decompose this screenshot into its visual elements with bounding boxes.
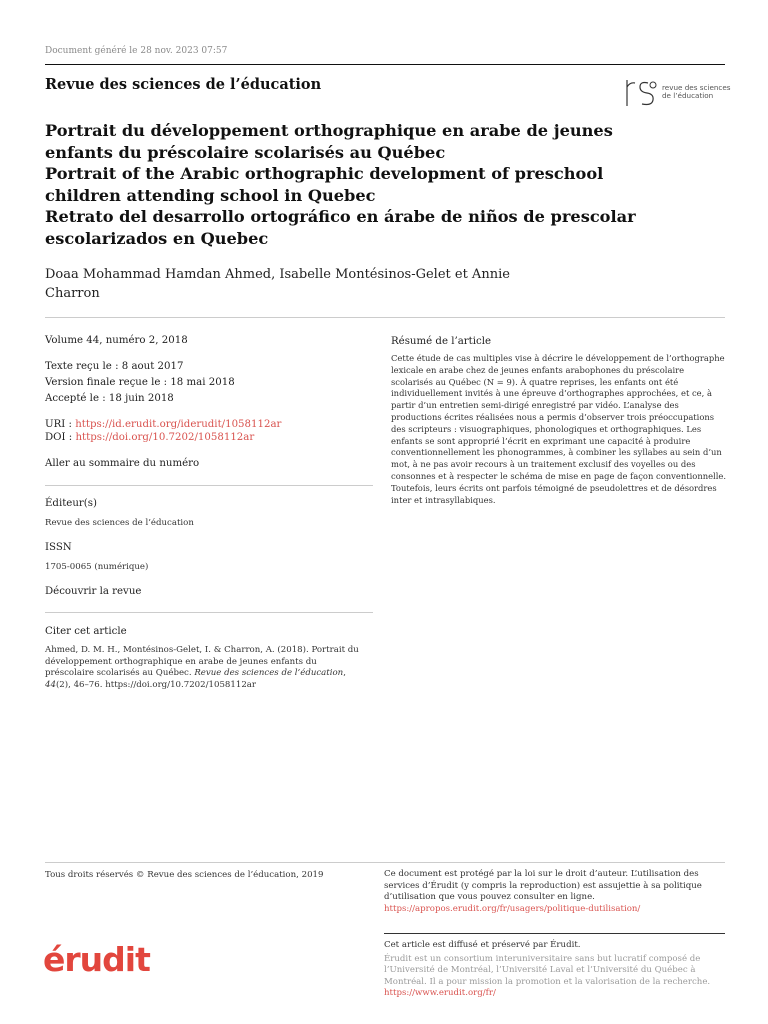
abstract-text: Cette étude de cas multiples vise à décrire le développement de l’orthographe lexicale en arabe chez de jeunes enfants arabophones du préscolaire scolarisés au Québec (N = 9). À quatre reprises, les enfants ont été individuellement invités à une épreuve d’orthographes approchées, et ce, à partir d’un entretien semi-dirigé enregistré par vidéo. L’analyse des productions écrites réalisées nous a permis d’observer trois préoccupations des scripteurs : visuographiques, phonologiques et orthographiques. Les enfants se sont approprié l’écrit en exprimant une capacité à produire conventionnellement les phonogrammes, à combiner les syllabes au sein d’un mot, à ne pas avoir recours à un traitement exclusif des voyelles ou des consonnes et à respecter le schéma de mise en page de façon conventionnelle. Toutefois, leurs écrits ont parfois témoigné de pseudolettres et de désordres inter et intrasyllabiques.	[391, 353, 727, 505]
diffuse-text: Cet article est diffusé et préservé par Érudit.	[384, 940, 581, 950]
rights-text: Tous droits réservés © Revue des sciences de l’éducation, 2019	[45, 870, 324, 880]
top-rule	[45, 64, 725, 65]
journal-logo	[622, 74, 732, 108]
issn-heading: ISSN	[45, 542, 72, 553]
issn-value: 1705-0065 (numérique)	[45, 562, 149, 572]
generated-date: Document généré le 28 nov. 2023 07:57	[45, 46, 228, 56]
discover-link[interactable]: Découvrir la revue	[45, 586, 142, 597]
policy-link[interactable]: https://apropos.erudit.org/fr/usagers/politique-dutilisation/	[384, 903, 641, 914]
logo-text: revue des sciences de l’éducation	[662, 83, 731, 100]
consortium-text: Érudit est un consortium interuniversitaire sans but lucratif composé de l’Université de Montréal, l’Université Laval et l’Université du Québec à Montréal. Il a pour mission la promotion et la valorisation de la recherche.	[384, 953, 711, 987]
rse-logo-icon	[622, 74, 662, 108]
separator	[45, 317, 725, 318]
received-date: Texte reçu le : 8 aout 2017	[45, 361, 184, 372]
abstract-heading: Résumé de l’article	[391, 336, 491, 347]
erudit-info	[384, 940, 724, 1000]
separator	[45, 612, 373, 613]
erudit-logo	[43, 940, 150, 979]
separator	[45, 485, 373, 486]
cite-heading: Citer cet article	[45, 626, 127, 637]
doi-line	[45, 432, 254, 443]
uri-label: URI :	[45, 419, 76, 430]
article-titles	[45, 120, 645, 249]
erudit-rule	[384, 933, 725, 934]
citation-text	[45, 645, 365, 691]
citation-volume: 44	[45, 679, 56, 690]
title-en: Portrait of the Arabic orthographic development of preschool children attending school in Quebec	[45, 164, 604, 205]
uri-line	[45, 419, 281, 430]
citation-journal: Revue des sciences de l’éducation	[194, 668, 344, 679]
title-fr: Portrait du développement orthographique en arabe de jeunes enfants du préscolaire scolarisés au Québec	[45, 121, 613, 162]
citation-sep: ,	[343, 668, 346, 679]
publisher-heading: Éditeur(s)	[45, 498, 97, 509]
journal-title: Revue des sciences de l’éducation	[45, 76, 322, 93]
citation-start: Ahmed, D. M. H., Montésinos-Gelet, I. & Charron, A. (2018). Portrait du développement orthographique en arabe de jeunes enfants du préscolaire scolarisés au Québec.	[45, 645, 359, 679]
copyright-text: Ce document est protégé par la loi sur le droit d’auteur. L’utilisation des services d’Érudit (y compris la reproduction) est assujettie à sa politique d’utilisation que vous pouvez consulter en ligne.	[384, 869, 702, 903]
authors: Doaa Mohammad Hamdan Ahmed, Isabelle Montésinos-Gelet et Annie Charron	[45, 267, 510, 301]
erudit-link[interactable]: https://www.erudit.org/fr/	[384, 988, 496, 999]
footer-separator	[45, 862, 725, 863]
summary-link[interactable]: Aller au sommaire du numéro	[45, 458, 200, 469]
publisher-name: Revue des sciences de l’éducation	[45, 518, 194, 528]
doi-link[interactable]: https://doi.org/10.7202/1058112ar	[75, 432, 255, 443]
volume: Volume 44, numéro 2, 2018	[45, 335, 188, 346]
uri-link[interactable]: https://id.erudit.org/iderudit/1058112ar	[75, 419, 282, 430]
accepted-date: Accepté le : 18 juin 2018	[45, 393, 174, 404]
copyright-notice	[384, 869, 714, 915]
erudit-logo-text: érudit	[43, 940, 150, 979]
citation-end: (2), 46–76. https://doi.org/10.7202/1058112ar	[55, 679, 257, 690]
doi-label: DOI :	[45, 432, 76, 443]
title-es: Retrato del desarrollo ortográfico en árabe de niños de prescolar escolarizados en Quebec	[45, 207, 636, 248]
final-date: Version finale reçue le : 18 mai 2018	[45, 377, 235, 388]
